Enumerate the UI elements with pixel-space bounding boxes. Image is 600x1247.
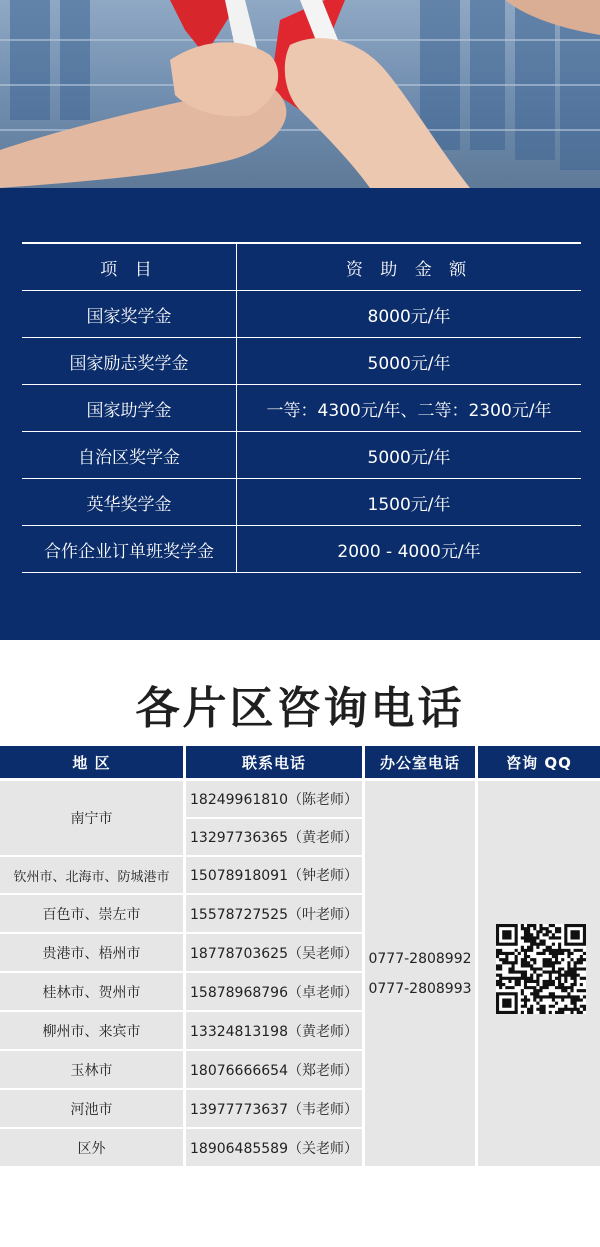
table-row: [22, 291, 581, 338]
region-cell: 河池市: [0, 1090, 183, 1127]
header-office-phone: 办公室电话: [365, 746, 475, 778]
row-amount: 5000元/年: [237, 338, 582, 385]
section-title: 各片区咨询电话: [135, 683, 465, 734]
header-region: 地 区: [0, 746, 183, 778]
region-cell: 柳州市、来宾市: [0, 1012, 183, 1049]
header-amount: 资 助 金 额: [237, 243, 582, 291]
row-amount: 一等：4300元/年、二等：2300元/年: [237, 385, 582, 432]
office-phone: 0777-2808993: [368, 980, 472, 997]
table-row: [22, 526, 581, 573]
row-amount: 1500元/年: [237, 479, 582, 526]
scholarship-panel: [0, 188, 600, 640]
office-phone: 0777-2808992: [368, 950, 472, 967]
row-item: 国家励志奖学金: [22, 338, 237, 385]
table-row: [22, 432, 581, 479]
region-cell: 贵港市、梧州市: [0, 934, 183, 971]
table-header-row: [22, 243, 581, 291]
contact-phone: 18778703625（吴老师）: [186, 934, 362, 971]
region-cell: 桂林市、贺州市: [0, 973, 183, 1010]
row-amount: 2000 - 4000元/年: [237, 526, 582, 573]
row-item: 国家奖学金: [22, 291, 237, 338]
contact-phone: 13297736365（黄老师）: [186, 819, 362, 855]
contact-phone: 15878968796（卓老师）: [186, 973, 362, 1010]
row-item: 英华奖学金: [22, 479, 237, 526]
contact-phone: 18076666654（郑老师）: [186, 1051, 362, 1088]
table-row: [22, 338, 581, 385]
contact-table: [0, 746, 600, 1166]
qr-code-icon[interactable]: [496, 924, 586, 1014]
region-cell: 百色市、崇左市: [0, 895, 183, 932]
hero-photo: [0, 0, 600, 188]
table-row: [22, 479, 581, 526]
region-cell: 南宁市: [0, 781, 183, 855]
header-contact-phone: 联系电话: [186, 746, 362, 778]
contact-phone: 18249961810（陈老师）: [186, 781, 362, 817]
header-item: 项 目: [22, 243, 237, 291]
contact-phone: 15578727525（叶老师）: [186, 895, 362, 932]
contact-phone: 18906485589（关老师）: [186, 1129, 362, 1166]
office-phone-cell: [365, 781, 475, 1166]
row-amount: 8000元/年: [237, 291, 582, 338]
table-row: [22, 385, 581, 432]
contact-phone: 13977773637（韦老师）: [186, 1090, 362, 1127]
region-cell: 区外: [0, 1129, 183, 1166]
contact-phone: 15078918091（钟老师）: [186, 857, 362, 893]
contact-phone: 13324813198（黄老师）: [186, 1012, 362, 1049]
row-amount: 5000元/年: [237, 432, 582, 479]
row-item: 合作企业订单班奖学金: [22, 526, 237, 573]
row-item: 自治区奖学金: [22, 432, 237, 479]
region-cell: 玉林市: [0, 1051, 183, 1088]
row-item: 国家助学金: [22, 385, 237, 432]
region-cell: 钦州市、北海市、防城港市: [0, 857, 183, 893]
scholarship-table: [22, 242, 581, 573]
header-qq: 咨询 QQ: [478, 746, 600, 778]
